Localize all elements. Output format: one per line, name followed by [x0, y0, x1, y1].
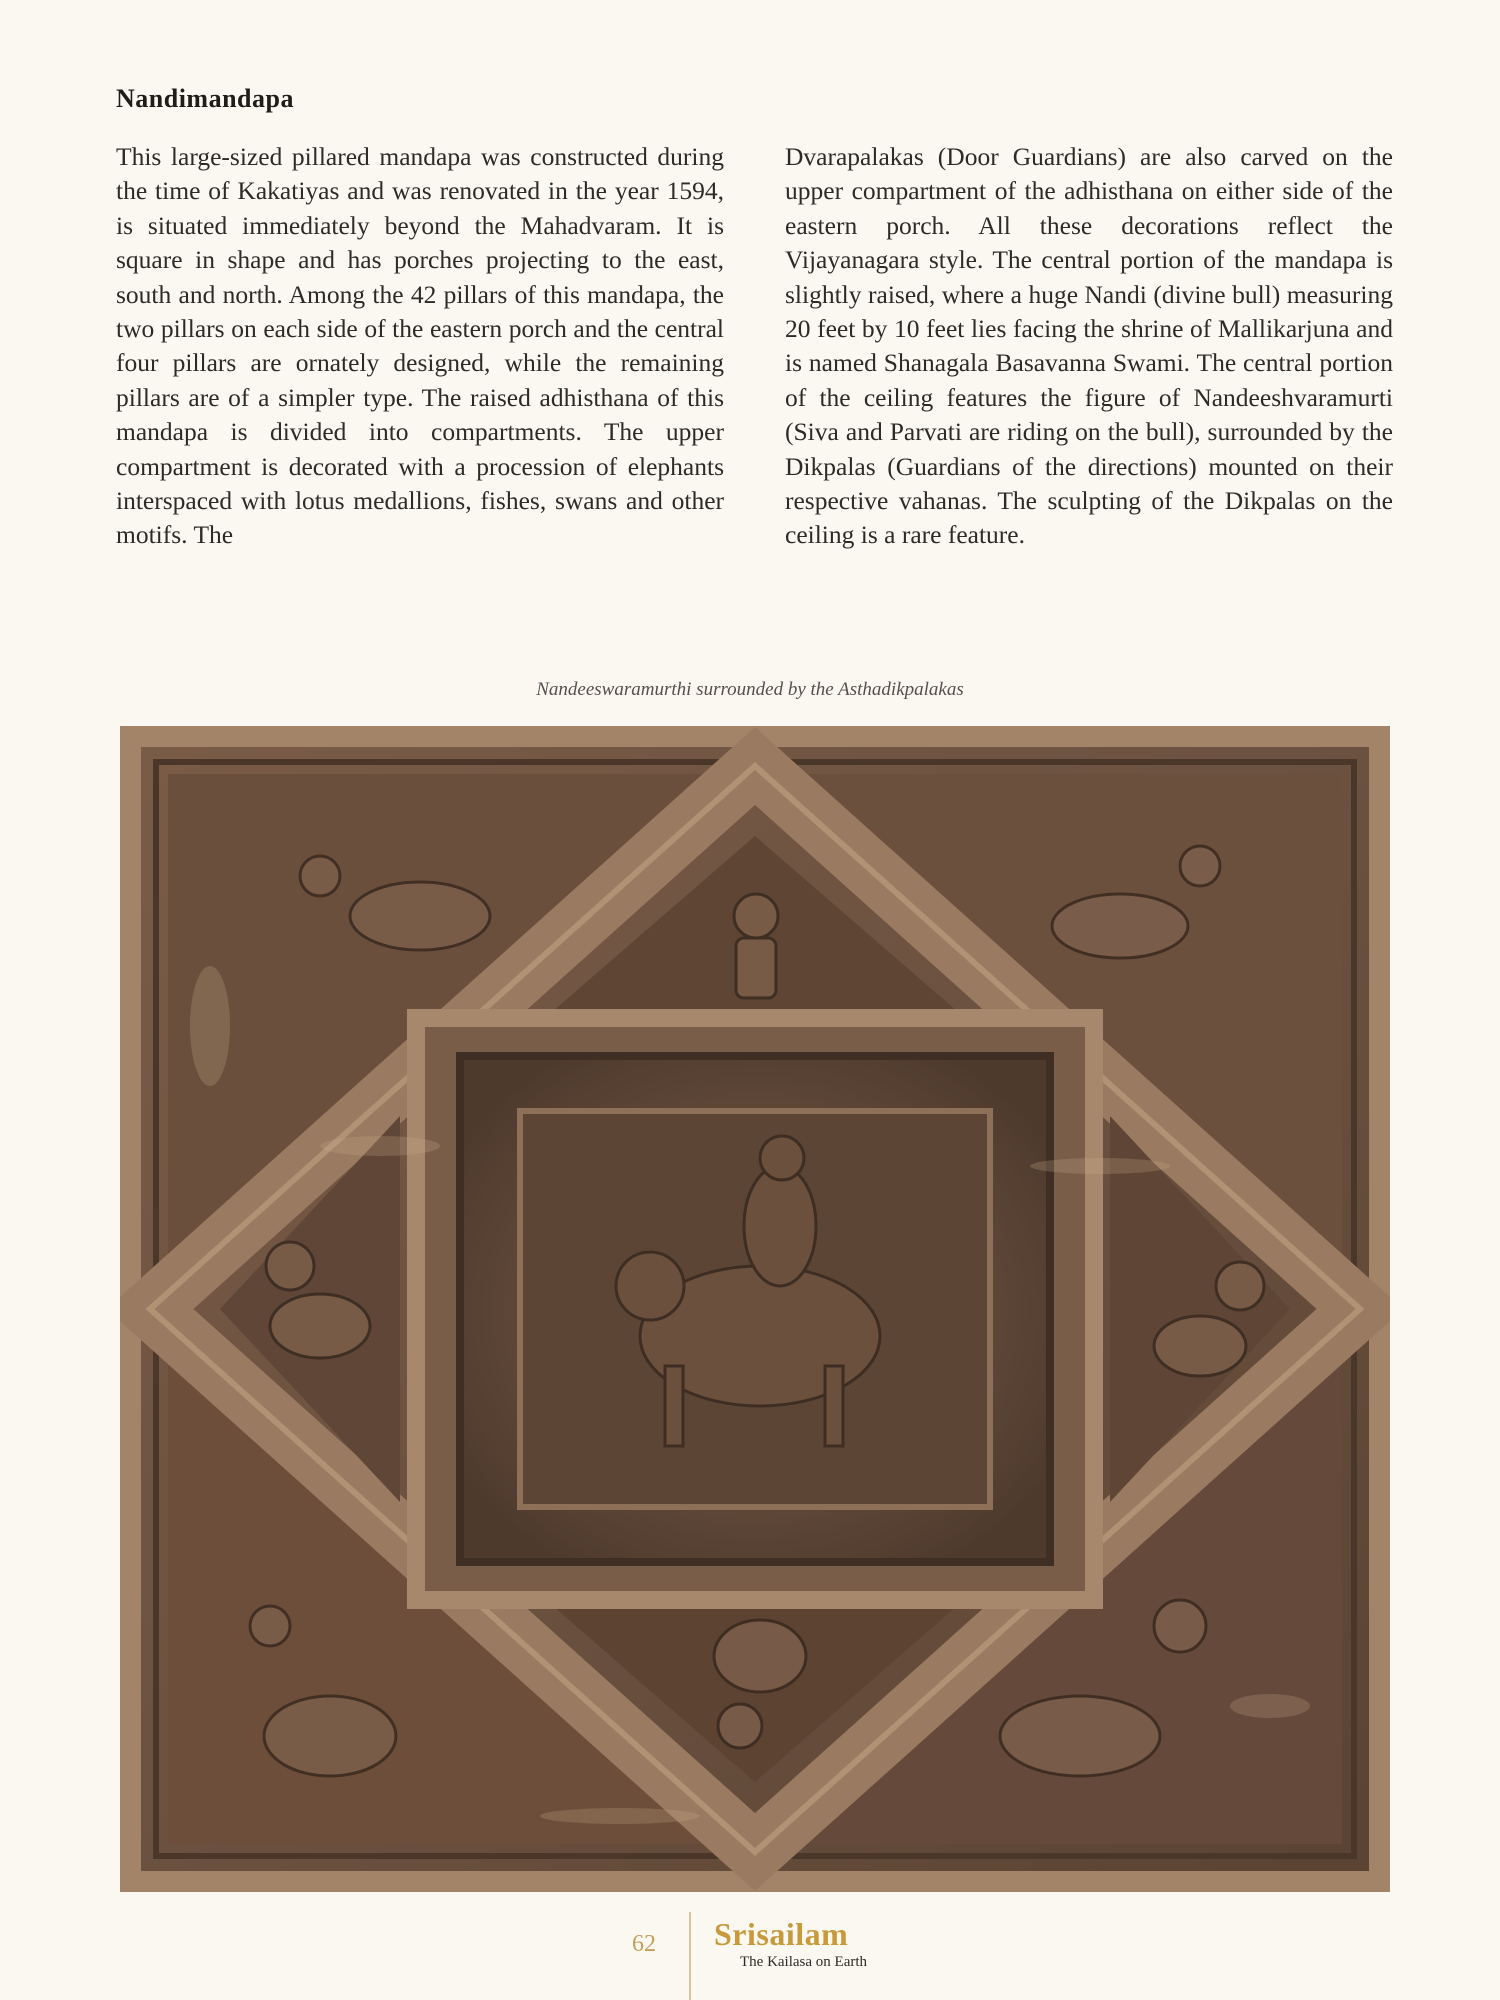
ceiling-carving-photo [120, 726, 1390, 1892]
body-column-left: This large-sized pillared mandapa was constructed during the time of Kakatiyas and was renovated in the year 1594, is situated immediately beyond the Mahadvaram. It is square in shape and has porches projecting to the east, south and north. Among the 42 pillars of this mandapa, the two pillars on each side of the eastern porch and the central four pillars are ornately designed, while the remaining pillars are of a simpler type. The raised adhisthana of this mandapa is divided into compartments. The upper compartment is decorated with a procession of elephants interspaced with lotus medallions, fishes, swans and other motifs. The [116, 142, 724, 550]
publication-brand: Srisailam [714, 1916, 849, 1952]
figure-caption: Nandeeswaramurthi surrounded by the Asthadikpalakas [536, 679, 964, 700]
footer-divider [689, 1912, 691, 2000]
body-column-right: Dvarapalakas (Door Guardians) are also carved on the upper compartment of the adhisthana on either side of the eastern porch. All these decorations reflect the Vijayanagara style. The central portion of the mandapa is slightly raised, where a huge Nandi (divine bull) measuring 20 feet by 10 feet lies facing the shrine of Mallikarjuna and is named Shanagala Basavanna Swami. The central portion of the ceiling features the figure of Nandeeshvaramurti (Siva and Parvati are riding on the bull), surrounded by the Dikpalas (Guardians of the directions) mounted on their respective vahanas. The sculpting of the Dikpalas on the ceiling is a rare feature. [785, 142, 1393, 550]
publication-tagline: The Kailasa on Earth [740, 1954, 868, 1970]
page-number: 62 [632, 1931, 656, 1957]
section-heading: Nandimandapa [116, 84, 294, 113]
